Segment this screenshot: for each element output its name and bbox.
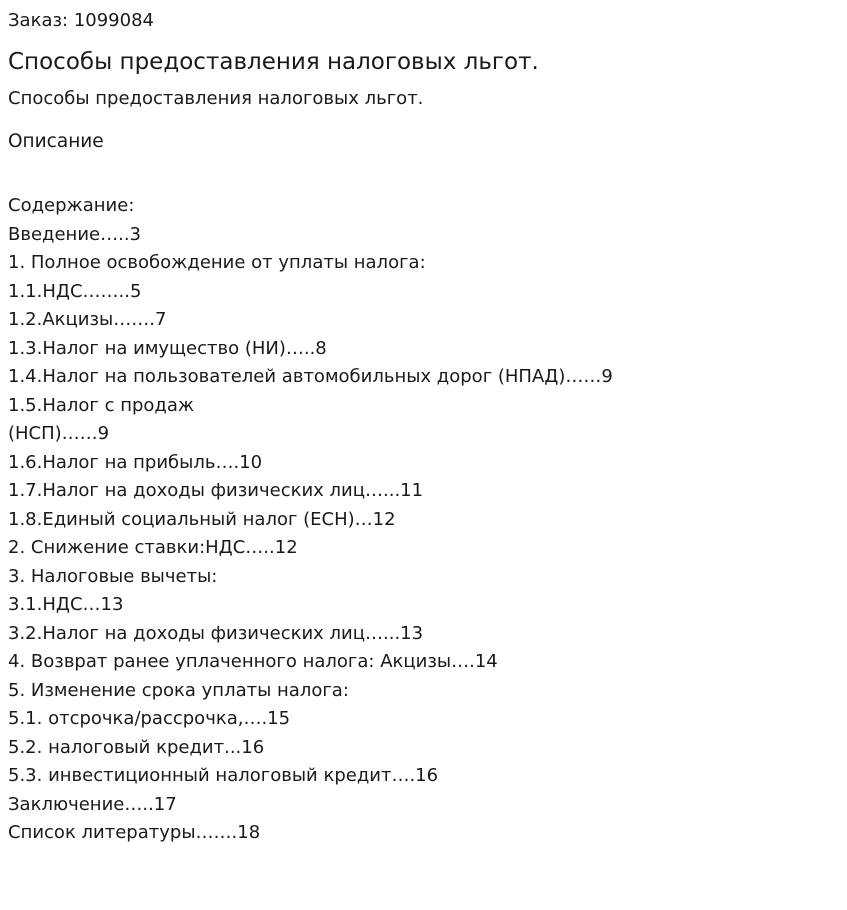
toc-item: 1.7.Налог на доходы физических лиц…...11 (8, 480, 424, 501)
toc-item: Заключение…..17 (8, 793, 177, 815)
toc-item: Введение…..3 (8, 223, 141, 245)
toc-item: 3. Налоговые вычеты: (8, 565, 218, 587)
toc-item: Список литературы…….18 (8, 822, 261, 843)
toc-item: 1.1.НДС……..5 (8, 280, 142, 302)
toc-item: 1.2.Акцизы…….7 (8, 309, 167, 330)
toc-item: 4. Возврат ранее уплаченного налога: Акцизы….14 (8, 651, 498, 672)
toc-item: (НСП)……9 (8, 423, 110, 444)
toc-item: 5.2. налоговый кредит...16 (8, 736, 265, 758)
toc-item: 1.3.Налог на имущество (НИ)…..8 (8, 337, 327, 359)
toc-heading: Содержание: (8, 195, 135, 216)
toc-item: 5.1. отсрочка/рассрочка,….15 (8, 708, 291, 729)
toc-item: 3.2.Налог на доходы физических лиц…...13 (8, 622, 424, 644)
description-heading: Описание (8, 131, 104, 152)
toc-item: 5.3. инвестиционный налоговый кредит….16 (8, 765, 439, 786)
toc-item: 3.1.НДС…13 (8, 594, 124, 615)
page-subtitle: Способы предоставления налоговых льгот. (8, 88, 424, 109)
toc-item: 1. Полное освобождение от уплаты налога: (8, 252, 426, 273)
toc-item: 1.5.Налог с продаж (8, 394, 195, 416)
toc-item: 1.4.Налог на пользователей автомобильных дорог (НПАД)……9 (8, 366, 613, 387)
table-of-contents (8, 192, 613, 848)
toc-item: 1.6.Налог на прибыль….10 (8, 451, 263, 473)
page-title: Способы предоставления налоговых льгот. (8, 49, 539, 75)
toc-item: 1.8.Единый социальный налог (ЕСН)…12 (8, 508, 396, 530)
toc-item: 2. Снижение ставки:НДС…..12 (8, 537, 298, 558)
order-number: Заказ: 1099084 (8, 10, 154, 31)
toc-item: 5. Изменение срока уплаты налога: (8, 679, 349, 701)
